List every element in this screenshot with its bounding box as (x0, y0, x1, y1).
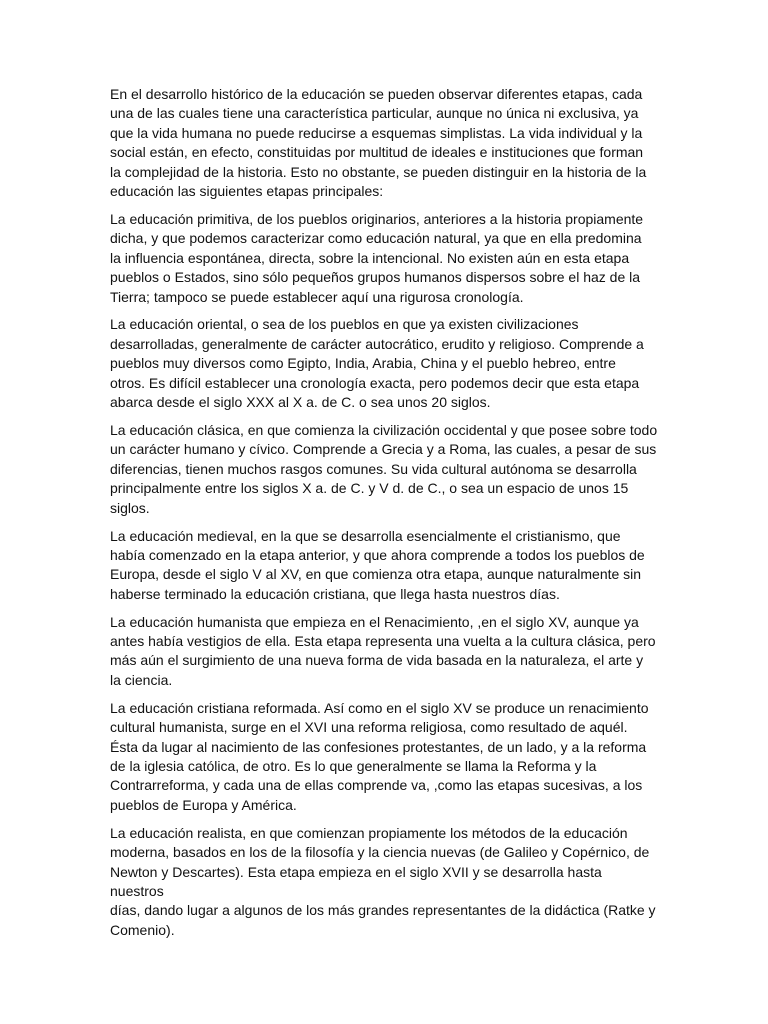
paragraph-educacion-primitiva: La educación primitiva, de los pueblos originarios, anteriores a la historia propiamente dicha, y que podemos caracterizar como educación natural, ya que en ella predomina la influencia espontánea, directa, sobre la intencional. No existen aún en esta etapa pueblos o Estados, sino sólo pequeños grupos humanos dispersos sobre el haz de la Tierra; tampoco se puede establecer aquí una rigurosa cronología. (110, 210, 644, 305)
paragraph-educacion-medieval: La educación medieval, en la que se desarrolla esencialmente el cristianismo, que había comenzado en la etapa anterior, y que ahora comprende a todos los pueblos de Europa, desde el siglo V al XV, en que comienza otra etapa, aunque naturalmente sin haberse terminado la educación cristiana, que llega hasta nuestros días. (110, 527, 645, 602)
paragraph-intro: En el desarrollo histórico de la educación se pueden observar diferentes etapas, cada una de las cuales tiene una característica particular, aunque no única ni exclusiva, ya que la vida humana no puede reducirse a esquemas simplistas. La vida individual y la social están, en efecto, constituidas por multitud de ideales e instituciones que forman la complejidad de la historia. Esto no obstante, se pueden distinguir en la historia de la educación las siguientes etapas principales: (110, 86, 647, 200)
paragraph-educacion-humanista: La educación humanista que empieza en el Renacimiento, ,en el siglo XV, aunque ya antes había vestigios de ella. Esta etapa representa una vuelta a la cultura clásica, pero más aún el surgimiento de una nueva forma de vida basada en la naturaleza, el arte y la ciencia. (110, 613, 656, 688)
paragraph-educacion-clasica: La educación clásica, en que comienza la civilización occidental y que posee sobre todo un carácter humano y cívico. Comprende a Grecia y a Roma, las cuales, a pesar de sus diferencias, tienen muchos rasgos comunes. Su vida cultural autónoma se desarrolla principalmente entre los siglos X a. de C. y V d. de C., o sea un espacio de unos 15 siglos. (110, 422, 658, 516)
paragraph-educacion-cristiana-reformada: La educación cristiana reformada. Así como en el siglo XV se produce un renacimiento cultural humanista, surge en el XVI una reforma religiosa, como resultado de aquél. Ésta da lugar al nacimiento de las confesiones protestantes, de un lado, y a la reforma de la iglesia católica, de otro. Es lo que generalmente se llama la Reforma y la Contrarreforma, y cada una de ellas comprende va, ,como las etapas sucesivas, a los pueblos de Europa y América. (110, 699, 649, 813)
document-page (110, 85, 658, 949)
paragraph-educacion-realista: La educación realista, en que comienzan propiamente los métodos de la educación moderna, basados en los de la filosofía y la ciencia nuevas (de Galileo y Copérnico, de Newton y Descartes). Esta etapa empieza en el siglo XVII y se desarrolla hasta nuestros días, dando lugar a algunos de los más grandes representantes de la didáctica (Ratke y Comenio). (110, 824, 656, 938)
paragraph-educacion-oriental: La educación oriental, o sea de los pueblos en que ya existen civilizaciones desarrolladas, generalmente de carácter autocrático, erudito y religioso. Comprende a pueblos muy diversos como Egipto, India, Arabia, China y el pueblo hebreo, entre otros. Es difícil establecer una cronología exacta, pero podemos decir que esta etapa abarca desde el siglo XXX al X a. de C. o sea unos 20 siglos. (110, 316, 644, 411)
